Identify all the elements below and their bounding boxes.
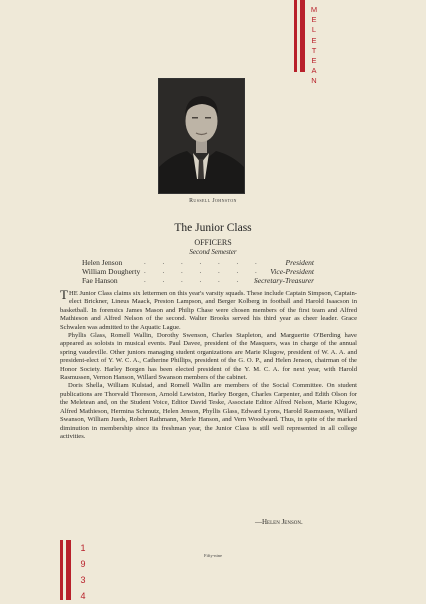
signature: —Helen Jenson. bbox=[255, 518, 303, 526]
drop-cap: T bbox=[60, 287, 68, 302]
officer-name: Helen Jenson bbox=[82, 258, 123, 267]
officer-name: Fae Hanson bbox=[82, 276, 118, 285]
meletean-vertical-title: M E L E T E A N bbox=[310, 5, 318, 86]
year-vertical: 1 9 3 4 bbox=[80, 543, 86, 601]
leader-dots: . . . . . . . bbox=[144, 258, 265, 266]
photo-caption: Russell Johnston bbox=[189, 198, 237, 204]
paragraph: THE Junior Class claims six lettermen on this year's varsity squads. These include Captain Simpson, Captain-elect Brickner, Lineus Maack, Preston Lampson, and Berger Kolberg in football and Harold Isaacson in basketball. In forensics James Mason and Philip Chase were chosen members of the first team and Alfred Mathieson and Alfred Nelson of the second. Walter Brooks served his third year as cheer leader. Grace Schwalen was admitted to the Aquatic Lague. bbox=[60, 287, 357, 331]
officer-title: Vice-President bbox=[270, 267, 314, 276]
portrait-photo bbox=[158, 78, 245, 194]
officer-title: President bbox=[285, 258, 314, 267]
paragraph: Doris Shella, William Kulstad, and Romell Wallin are members of the Social Committee. On student publications are Thorvald Thoreson, Arnold Lewiston, Harley Borgen, Charles Carpenter, and Edith Olson for the Meletean and, on the Student Voice, Editor David Teske, Associate Editor Alfred Nelson, Marie Klugow, Alfred Mathieson, Hermina Schmutz, Helen Jenson, Phyllis Glass, Edward Lyons, Harold Rasmussen, Willard Swanson, William Jueds, Robert Rathmann, Merle Hanson, and Vern Woodward. Thus, in spite of the marked diminution in membership since its freshman year, the Junior Class is still well represented in all college activities. bbox=[60, 382, 357, 440]
paragraph: Phyllis Glass, Romell Wallin, Dorothy Swenson, Charles Stapleton, and Marguerite O'Berding have appeared as soloists in musical events. Paul Davee, president of the Masquers, was in charge of the annual spring vaudeville. Other juniors managing student organizations are Marie Klugow, president of W. A. A. and president-elect of Y. W. C. A., Catherine Phillips, president of the G. O. P., and Helen Jenson, chairman of the Honor Society. Harley Borgen has been elected president of the Y. M. C. A. for next year, with Harold Rasmussen, Vernon Hanson, Willard Swanson members of the cabinet. bbox=[60, 332, 357, 382]
leader-dots: . . . . . . . bbox=[144, 276, 265, 284]
semester-label: Second Semester bbox=[189, 248, 237, 256]
page-number: Fifty-nine bbox=[204, 553, 222, 558]
officer-title: Secretary-Treasurer bbox=[254, 276, 314, 285]
section-title: The Junior Class bbox=[174, 222, 252, 234]
bottom-red-bars bbox=[60, 540, 74, 600]
officer-row bbox=[82, 276, 314, 286]
officer-name: William Dougherty bbox=[82, 267, 141, 276]
leader-dots: . . . . . . . bbox=[144, 267, 265, 275]
officers-heading: OFFICERS bbox=[194, 238, 232, 247]
class-report-body bbox=[60, 287, 357, 441]
